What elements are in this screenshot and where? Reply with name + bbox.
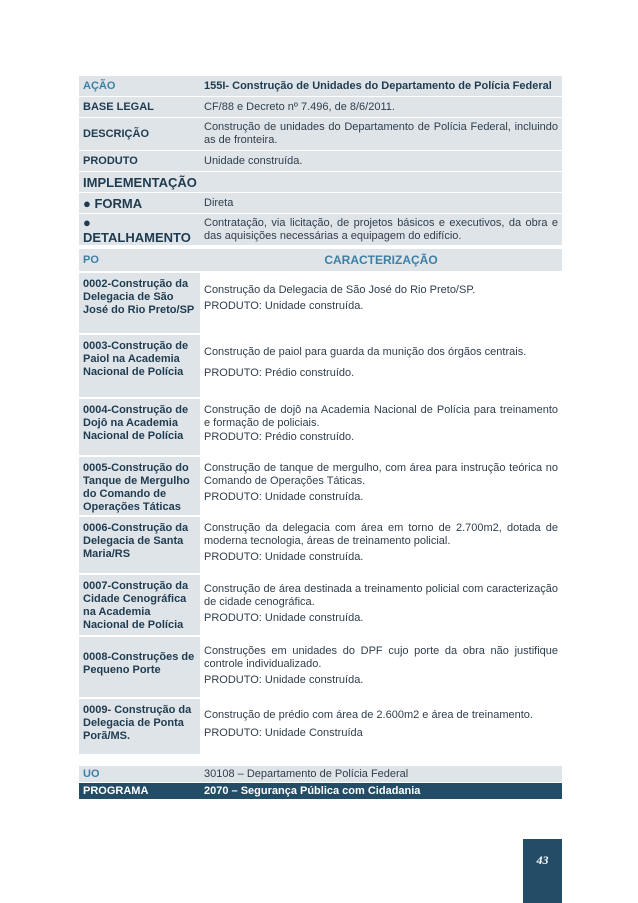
po-description: [200, 575, 562, 635]
programa-row: [79, 783, 562, 800]
po-produto-text: PRODUTO: Unidade Construída: [204, 727, 363, 739]
forma-value: Direta: [204, 196, 234, 209]
descricao-value: Construção de unidades do Departamento de Polícia Federal, incluindo as de fronteira.: [204, 121, 558, 146]
po-row-0006: [79, 516, 562, 574]
po-description: [200, 699, 562, 754]
po-produto-text: PRODUTO: Unidade construída.: [204, 491, 364, 503]
po-code: 0007-Construção da Cidade Cenográfica na Academia Nacional de Polícia: [79, 575, 200, 635]
po-row-0009: [79, 698, 562, 755]
detalhamento-value: Contratação, via licitação, de projetos básicos e executivos, da obra e das aquisições necessárias a equipagem do edifício.: [204, 216, 558, 242]
caracterizacao-column-header: CARACTERIZAÇÃO: [324, 252, 438, 267]
po-description: [200, 637, 562, 697]
detalhamento-label: ● DETALHAMENTO: [83, 214, 191, 245]
po-code: 0006-Construção da Delegacia de Santa Maria/RS: [79, 517, 200, 573]
po-description: [200, 457, 562, 515]
po-code: 0003-Construção de Paiol na Academia Nacional de Polícia: [79, 335, 200, 397]
po-row-0007: [79, 574, 562, 636]
page-number: 43: [523, 839, 562, 903]
po-desc-text: Construção de prédio com área de 2.600m2 e área de treinamento.: [204, 709, 533, 721]
po-row-0005: [79, 456, 562, 516]
po-produto-text: PRODUTO: Unidade construída.: [204, 674, 364, 686]
po-code: 0009- Construção da Delegacia de Ponta Porã/MS.: [79, 699, 200, 754]
acao-label: AÇÃO: [83, 80, 116, 92]
base-legal-value: CF/88 e Decreto nº 7.496, de 8/6/2011.: [204, 100, 395, 113]
produto-value: Unidade construída.: [204, 154, 303, 167]
programa-value: 2070 – Segurança Pública com Cidadania: [204, 784, 421, 797]
po-description: [200, 273, 562, 333]
descricao-label: DESCRIÇÃO: [83, 128, 150, 140]
po-produto-text: PRODUTO: Prédio construído.: [204, 431, 355, 443]
po-column-header: PO: [83, 254, 99, 266]
po-description: [200, 399, 562, 455]
produto-label: PRODUTO: [83, 155, 138, 167]
po-desc-text: Construção de paiol para guarda da munição dos órgãos centrais.: [204, 346, 527, 358]
po-produto-text: PRODUTO: Unidade construída.: [204, 612, 364, 624]
uo-label: UO: [83, 768, 100, 780]
po-description: [200, 517, 562, 573]
acao-value: 155I- Construção de Unidades do Departamento de Polícia Federal: [204, 79, 552, 92]
po-desc-text: Construção de dojô na Academia Nacional de Polícia para treinamento e formação de policiais.: [204, 404, 558, 429]
po-description: [200, 335, 562, 397]
po-code: 0005-Construção do Tanque de Mergulho do Comando de Operações Táticas: [79, 457, 200, 515]
po-code: 0002-Construção da Delegacia de São José do Rio Preto/SP: [79, 273, 200, 333]
implementacao-label: IMPLEMENTAÇÃO: [83, 174, 197, 190]
po-desc-text: Construção de área destinada a treinamento policial com caracterização de cidade cenográfica.: [204, 583, 558, 608]
po-produto-text: PRODUTO: Prédio construído.: [204, 367, 355, 379]
acao-row: [79, 76, 562, 97]
implementacao-row: [79, 172, 562, 193]
descricao-row: [79, 118, 562, 151]
forma-label: ● FORMA: [83, 195, 143, 211]
base-legal-row: [79, 97, 562, 118]
produto-row: [79, 151, 562, 172]
action-sheet: [79, 76, 562, 800]
po-desc-text: Construções em unidades do DPF cujo porte da obra não justifique controle individualizado.: [204, 645, 558, 670]
forma-row: [79, 193, 562, 214]
po-row-0008: [79, 636, 562, 698]
uo-value: 30108 – Departamento de Polícia Federal: [204, 767, 409, 780]
po-desc-text: Construção da delegacia com área em torno de 2.700m2, dotada de moderna tecnologia, áreas de treinamento policial.: [204, 522, 558, 547]
po-code: 0004-Construção de Dojô na Academia Nacional de Polícia: [79, 399, 200, 455]
detalhamento-row: [79, 214, 562, 246]
po-row-0003: [79, 334, 562, 398]
po-desc-text: Construção de tanque de mergulho, com área para instrução teórica no Comando de Operações Táticas.: [204, 462, 558, 487]
po-produto-text: PRODUTO: Unidade construída.: [204, 551, 364, 563]
po-produto-text: PRODUTO: Unidade construída.: [204, 300, 364, 312]
po-desc-text: Construção da Delegacia de São José do Rio Preto/SP.: [204, 284, 476, 296]
po-code: 0008-Construções de Pequeno Porte: [79, 637, 200, 697]
po-row-0004: [79, 398, 562, 456]
po-header-row: [79, 249, 562, 272]
uo-row: [79, 766, 562, 783]
programa-label: PROGRAMA: [83, 785, 149, 797]
spacer: [79, 755, 562, 766]
po-row-0002: [79, 272, 562, 334]
base-legal-label: BASE LEGAL: [83, 101, 154, 113]
